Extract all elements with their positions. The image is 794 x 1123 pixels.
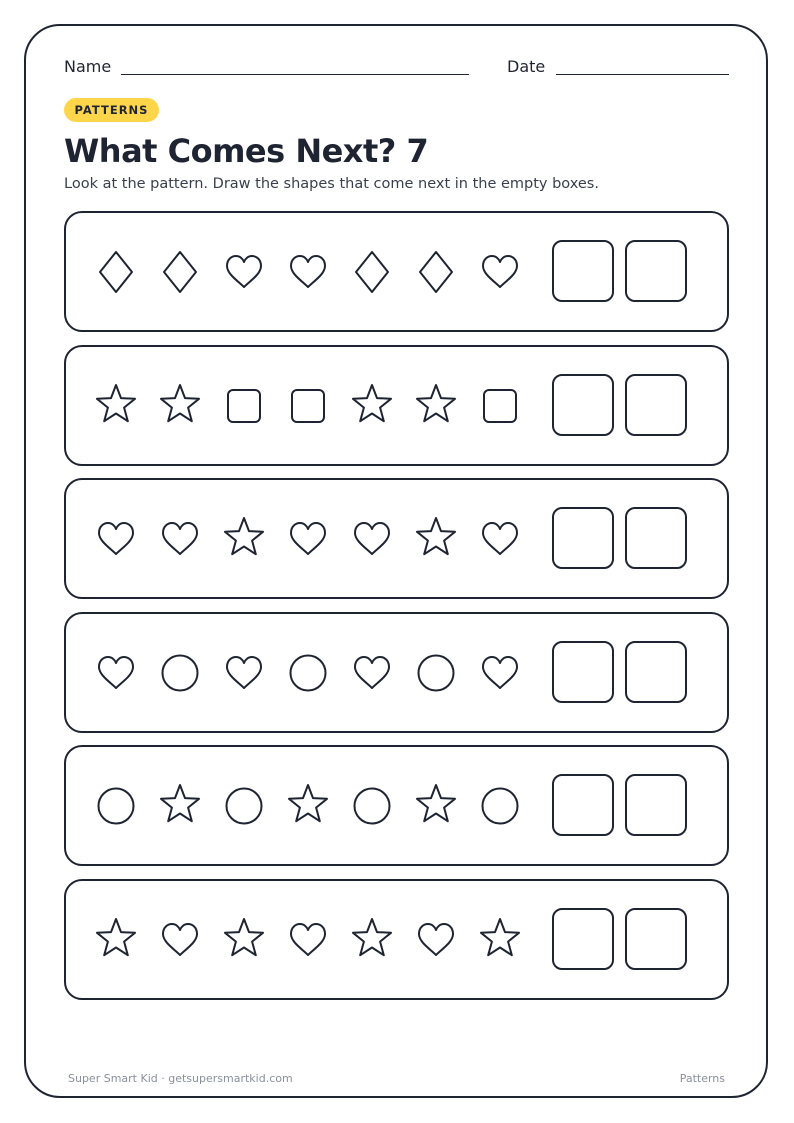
- pattern-row: [64, 345, 729, 466]
- circle-shape: [227, 789, 262, 824]
- name-label: Name: [64, 57, 112, 76]
- answer-box[interactable]: [626, 642, 686, 702]
- star-shape: [417, 785, 455, 821]
- diamond-shape: [420, 252, 452, 292]
- heart-shape: [163, 924, 197, 955]
- date-field[interactable]: [556, 74, 729, 75]
- square-shape: [484, 390, 516, 422]
- star-shape: [161, 785, 199, 821]
- answer-box[interactable]: [553, 375, 613, 435]
- pattern-row: [64, 745, 729, 866]
- circle-shape: [355, 789, 390, 824]
- heart-shape: [355, 657, 389, 688]
- date-label: Date: [507, 57, 546, 76]
- heart-shape: [163, 523, 197, 554]
- name-field[interactable]: [121, 74, 469, 75]
- star-shape: [97, 385, 135, 421]
- pattern-row-drawing: [66, 614, 727, 731]
- square-shape: [292, 390, 324, 422]
- heart-shape: [291, 924, 325, 955]
- answer-box[interactable]: [626, 375, 686, 435]
- pattern-row-drawing: [66, 213, 727, 330]
- answer-box[interactable]: [626, 775, 686, 835]
- pattern-row: [64, 478, 729, 599]
- heart-shape: [227, 657, 261, 688]
- heart-shape: [227, 256, 261, 287]
- page-title: What Comes Next? 7: [64, 132, 429, 170]
- star-shape: [225, 919, 263, 955]
- answer-box[interactable]: [626, 508, 686, 568]
- pattern-row-drawing: [66, 480, 727, 597]
- heart-shape: [483, 657, 517, 688]
- pattern-row-drawing: [66, 747, 727, 864]
- star-shape: [225, 518, 263, 554]
- star-shape: [289, 785, 327, 821]
- heart-shape: [291, 256, 325, 287]
- answer-box[interactable]: [553, 642, 613, 702]
- pattern-row: [64, 211, 729, 332]
- heart-shape: [99, 657, 133, 688]
- circle-shape: [99, 789, 134, 824]
- answer-box[interactable]: [553, 775, 613, 835]
- pattern-row-drawing: [66, 347, 727, 464]
- footer-topic: Patterns: [679, 1072, 725, 1085]
- instructions: Look at the pattern. Draw the shapes that come next in the empty boxes.: [64, 176, 599, 192]
- star-shape: [417, 518, 455, 554]
- square-shape: [228, 390, 260, 422]
- heart-shape: [355, 523, 389, 554]
- answer-box[interactable]: [553, 241, 613, 301]
- pattern-row-drawing: [66, 881, 727, 998]
- heart-shape: [291, 523, 325, 554]
- answer-box[interactable]: [626, 909, 686, 969]
- star-shape: [417, 385, 455, 421]
- pattern-row: [64, 879, 729, 1000]
- star-shape: [353, 919, 391, 955]
- answer-box[interactable]: [553, 909, 613, 969]
- circle-shape: [163, 655, 198, 690]
- category-badge: PATTERNS: [64, 98, 159, 122]
- pattern-row: [64, 612, 729, 733]
- circle-shape: [419, 655, 454, 690]
- heart-shape: [483, 523, 517, 554]
- circle-shape: [483, 789, 518, 824]
- heart-shape: [419, 924, 453, 955]
- star-shape: [161, 385, 199, 421]
- heart-shape: [99, 523, 133, 554]
- footer-brand: Super Smart Kid · getsupersmartkid.com: [68, 1072, 293, 1085]
- diamond-shape: [100, 252, 132, 292]
- diamond-shape: [164, 252, 196, 292]
- diamond-shape: [356, 252, 388, 292]
- answer-box[interactable]: [553, 508, 613, 568]
- answer-box[interactable]: [626, 241, 686, 301]
- star-shape: [353, 385, 391, 421]
- star-shape: [97, 919, 135, 955]
- star-shape: [481, 919, 519, 955]
- circle-shape: [291, 655, 326, 690]
- heart-shape: [483, 256, 517, 287]
